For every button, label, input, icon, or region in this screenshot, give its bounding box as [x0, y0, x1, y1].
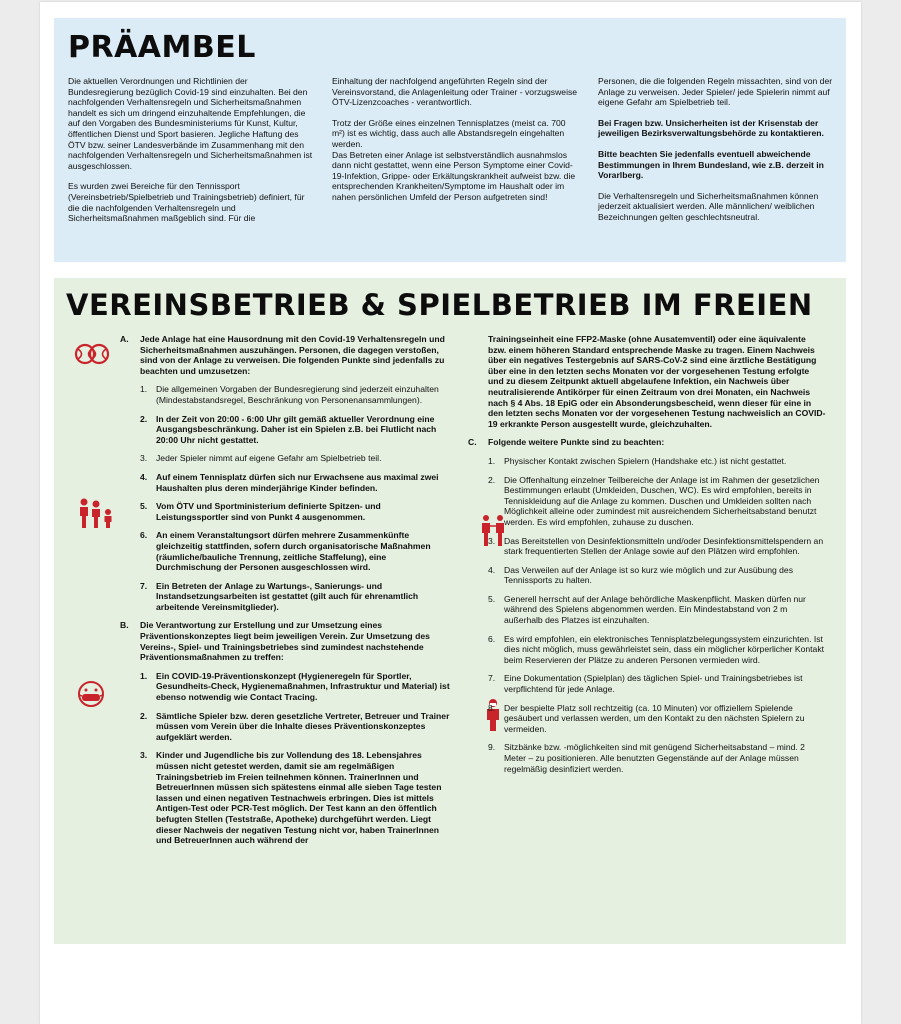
- family-icon: [76, 498, 116, 530]
- praeambel-regional-note: Bitte beachten Sie jedenfalls eventuell abweichende Bestimmungen in Ihrem Bundesland, wie z.B. derzeit in Vorarlberg.: [598, 148, 824, 181]
- list-item: [488, 634, 826, 666]
- section-a-heading: [120, 334, 450, 376]
- list-item: [488, 475, 826, 528]
- item-text: Die allgemeinen Vorgaben der Bundesregierung sind jederzeit einzuhalten (Mindestabstandsregel, Beschränkung von Personenansammlungen).: [156, 384, 439, 405]
- item-number: 3.: [140, 750, 148, 761]
- praeambel-paragraph: Personen, die die folgenden Regeln missachten, sind von der Anlage zu verweisen. Jeder Spieler/ jede Spielerin nimmt auf eigene Gefahr am Spielbetrieb teil.: [598, 76, 833, 108]
- item-number: 1.: [140, 384, 148, 395]
- list-item: [140, 750, 450, 845]
- item-text: Ein Betreten der Anlage zu Wartungs-, Sanierungs- und Instandsetzungsarbeiten ist gestattet (gilt auch für ehrenamtlich arbeitende Vereinsmitglieder).: [156, 580, 419, 612]
- item-number: 1.: [140, 670, 148, 681]
- item-text: Auf einem Tennisplatz dürfen sich nur Erwachsene aus maximal zwei Haushalten plus deren minderjährige Kinder befinden.: [156, 471, 439, 493]
- section-c-list: [468, 456, 826, 774]
- praeambel-column-2: [332, 76, 578, 213]
- list-item: [488, 594, 826, 626]
- item-text: Eine Dokumentation (Spielplan) des täglichen Spiel- und Trainingsbetriebes ist verpflichtend für jede Anlage.: [504, 673, 803, 695]
- section-c-label: C.: [468, 437, 477, 448]
- list-item: [488, 565, 826, 586]
- item-text: Vom ÖTV und Sportministerium definierte Spitzen- und Leistungssportler sind von Punkt 4 ausgenommen.: [156, 501, 381, 522]
- section-b-list: [120, 671, 450, 846]
- praeambel-section: [54, 18, 846, 262]
- list-item: [488, 673, 826, 694]
- list-item: [140, 671, 450, 703]
- praeambel-column-1: [68, 76, 314, 234]
- praeambel-paragraph: Das Betreten einer Anlage ist selbstverständlich ausnahmslos dann nicht gestattet, wenn eine Person Symptome einer Covid-19-Infektion, Grippe- oder Erkältungskrankheit aufweist bzw. die entsprechenden Krankheiten/Symptome im Haushalt oder im nahen persönlichen Umfeld der Person aufgetreten sind!: [332, 149, 576, 202]
- item-number: 5.: [488, 593, 496, 604]
- section-b-heading: [120, 620, 450, 662]
- praeambel-contact-note: Bei Fragen bzw. Unsicherheiten ist der Krisenstab der jeweiligen Bezirksverwaltungsbehörde zu kontaktieren.: [598, 117, 824, 139]
- item-text: Das Bereitstellen von Desinfektionsmitteln und/oder Desinfektionsmittelspendern an stark frequentierten Stellen der Anlage sowie auf den Plätzen wird empfohlen.: [504, 535, 824, 557]
- item-text: Das Verweilen auf der Anlage ist so kurz wie möglich und zur Ausübung des Tennissports zu halten.: [504, 564, 794, 586]
- section-c-text: Folgende weitere Punkte sind zu beachten:: [488, 437, 665, 448]
- item-text: In der Zeit von 20:00 - 6:00 Uhr gilt gemäß aktueller Verordnung eine Ausgangsbeschränkung. Daher ist ein Spielen z.B. bei Flutlicht nach 20:00 Uhr nicht gestattet.: [156, 413, 437, 445]
- list-item: [140, 453, 450, 464]
- list-item: [140, 530, 450, 572]
- item-text: Jeder Spieler nimmt auf eigene Gefahr am Spielbetrieb teil.: [156, 453, 382, 464]
- list-item: [140, 414, 450, 446]
- item-text: Ein COVID-19-Präventionskonzept (Hygieneregeln für Sportler, Gesundheits-Check, Hygienemaßnahmen, Infrastruktur und Material) ist ebenso notwendig wie Contact Tracing.: [156, 670, 450, 703]
- vereinsbetrieb-title: VEREINSBETRIEB & SPIELBETRIEB IM FREIEN: [66, 288, 813, 322]
- item-number: 2.: [488, 474, 496, 485]
- praeambel-paragraph: Die aktuellen Verordnungen und Richtlinien der Bundesregierung bezüglich Covid-19 sind einzuhalten. Bei den nachfolgenden Verhaltensregeln und Sicherheitsmaßnahmen handelt es sich um dringend einzuhaltende Empfehlungen, die auf den Vorgaben des Bundesministeriums für Kunst, Kultur, öffentlichen Dienst und Sport basieren. Jegliche Haftung des ÖTV bzw. seiner Landesverbände im Zusammenhang mit den nachfolgenden Verhaltensregeln und Sicherheitsmaßnahmen ist ausgeschlossen.: [68, 76, 313, 171]
- item-text: Sitzbänke bzw. -möglichkeiten sind mit genügend Sicherheitsabstand – mind. 2 Meter – zu positionieren. Alle benutzten Gegenstände auf der Anlage müssen regelmäßig desinfiziert werden.: [504, 742, 805, 774]
- item-number: 6.: [488, 633, 496, 644]
- list-item: [140, 711, 450, 743]
- praeambel-paragraph: Einhaltung der nachfolgend angeführten Regeln sind der Vereinsvorstand, die Anlagenleitung oder Trainer - vorzugsweise ÖTV-Lizenzcoaches - verantwortlich.: [332, 76, 578, 108]
- item-text: Der bespielte Platz soll rechtzeitig (ca. 10 Minuten) vor offiziellem Spielende gesäubert und verlassen werden, um den Kontakt zu den nächsten Spielern zu vermeiden.: [504, 702, 805, 734]
- section-c-heading: [468, 437, 826, 448]
- item-number: 2.: [140, 710, 148, 721]
- praeambel-title: PRÄAMBEL: [68, 30, 256, 65]
- item-text: Kinder und Jugendliche bis zur Vollendung des 18. Lebensjahres müssen nicht getestet werden, damit sie am regelmäßigen Trainingsbetrieb im Freien teilnehmen können. TrainerInnen und BetreuerInnen müssen sich spätestens einmal alle sieben Tage testen lassen und einen negativen Testnachweis erbringen. Dies ist mittels Antigen-Test oder PCR-Test möglich. Der Test kann an den öffentlich befugten Stellen (Teststraße, Apotheke) durchgeführt werden. Liegt dieser Nachweis der negativen Testung nicht vor, haben TrainerInnen und BetreuerInnen auch während der: [156, 750, 442, 846]
- list-item: [488, 703, 826, 735]
- vereinsbetrieb-section: [54, 278, 846, 944]
- item-number: 4.: [140, 471, 148, 482]
- list-item: [488, 456, 826, 467]
- list-item: [140, 384, 450, 405]
- vereinsbetrieb-right-column: [468, 334, 826, 782]
- item-number: 1.: [488, 455, 496, 466]
- list-item: [488, 536, 826, 557]
- person-mask-icon: [74, 680, 108, 712]
- list-item: [140, 472, 450, 493]
- section-a-list: [120, 384, 450, 612]
- item-number: 3.: [488, 535, 496, 546]
- item-number: 9.: [488, 742, 496, 753]
- praeambel-paragraph: Es wurden zwei Bereiche für den Tennissport (Vereinsbetrieb/Spielbetrieb und Trainingsbetrieb) definiert, für die die nachfolgenden Verhaltensregeln und Sicherheitsmaßnahmen maßgeblich sind. Für die: [68, 181, 305, 224]
- section-a-label: A.: [120, 334, 129, 344]
- praeambel-column-3: [598, 76, 834, 233]
- section-a-text: Jede Anlage hat eine Hausordnung mit den Covid-19 Verhaltensregeln und Sicherheitsmaßnahmen auszuhängen. Personen, die dagegen verstoßen, sind von der Anlage zu verweisen. Die folgenden Punkte sind jedenfalls zu beachten und umzusetzen:: [140, 334, 445, 376]
- item-number: 7.: [488, 673, 496, 684]
- item-text: Es wird empfohlen, ein elektronisches Tennisplatzbelegungssystem einzurichten. Ist dies nicht möglich, muss gewährleistet sein, dass ein möglicher körperlicher Kontakt beim Reservieren der Plätze zu anderen Personen vermieden wird.: [504, 633, 825, 665]
- list-item: [488, 742, 826, 774]
- item-number: 7.: [140, 580, 148, 591]
- praeambel-paragraph: Trotz der Größe eines einzelnen Tennisplatzes (meist ca. 700 m²) ist es wichtig, dass auch alle Abstandsregeln eingehalten werden.: [332, 117, 566, 149]
- tennis-balls-icon: [74, 340, 110, 368]
- item-text: An einem Veranstaltungsort dürfen mehrere Zusammenkünfte gleichzeitig stattfinden, sofern durch organisatorische Maßnahmen (räumliche/bauliche Trennung, zeitliche Staffelung), eine Durchmischung der Personen ausgeschlossen wird.: [156, 530, 431, 573]
- item-number: 4.: [488, 564, 496, 575]
- document-page: [40, 2, 861, 1024]
- vereinsbetrieb-left-column: [120, 334, 450, 854]
- section-b3-continuation: Trainingseinheit eine FFP2-Maske (ohne Ausatemventil) oder eine äquivalente bzw. einem höheren Standard entsprechende Maske zu tragen. Einem Nachweis über ein negatives Testergebnis auf SARS-CoV-2 sind eine ärztliche Bestätigung über eine in den letzten sechs Monaten vor der vorgesehenen Testung erfolgte und zu diesem Zeitpunkt aktuell abgelaufene Infektion, ein Nachweis über neutralisierende Antikörper für einen Zeitraum von drei Monaten, ein Nachweis nach § 4 Abs. 18 EpiG oder ein Absonderungsbescheid, wenn dieser für eine in den letzten sechs Monaten vor der vorgesehenen Testung nachweislich an COVID-19 erkrankte Person ausgestellt wurde, gleichzuhalten.: [488, 334, 826, 429]
- section-b-text: Die Verantwortung zur Erstellung und zur Umsetzung eines Präventionskonzeptes liegt beim jeweiligen Verein. Zur Umsetzung des Vereins-, Spiel- und Trainingsbetriebes sind zumindest nachstehende Präventionsmaßnahmen zu treffen:: [140, 620, 430, 663]
- item-text: Sämtliche Spieler bzw. deren gesetzliche Vertreter, Betreuer und Trainer müssen vom Verein über die Inhalte dieses Präventionskonzeptes aufgeklärt werden.: [156, 710, 450, 742]
- item-text: Physischer Kontakt zwischen Spielern (Handshake etc.) ist nicht gestattet.: [504, 455, 787, 466]
- list-item: [140, 581, 450, 613]
- item-number: 8.: [488, 702, 496, 713]
- item-text: Die Offenhaltung einzelner Teilbereiche der Anlage ist im Rahmen der gesetzlichen Bestimmungen erlaubt (Umkleiden, Duschen, WC). Es wird empfohlen, bereits in Tenniskleidung auf die Anlage zu kommen. Duschen und Umkleiden sollten nach Möglichkeit alleine oder zumindest mit ausreichendem Sicherheitsabstand benutzt werden. Es wird empfohlen, zuhause zu duschen.: [504, 474, 820, 527]
- item-number: 2.: [140, 413, 148, 424]
- item-number: 6.: [140, 530, 148, 541]
- list-item: [140, 501, 450, 522]
- item-number: 3.: [140, 453, 148, 464]
- item-number: 5.: [140, 501, 148, 512]
- praeambel-paragraph: Die Verhaltensregeln und Sicherheitsmaßnahmen können jederzeit aktualisiert werden. Alle männlichen/ weiblichen Bezeichnungen gelten geschlechtsneutral.: [598, 190, 819, 222]
- item-text: Generell herrscht auf der Anlage behördliche Maskenpflicht. Masken dürfen nur während des Spielens abgenommen werden. Ein Mindestabstand von 2 m außerhalb des Platzes ist einzuhalten.: [504, 593, 806, 626]
- section-b-label: B.: [120, 620, 129, 631]
